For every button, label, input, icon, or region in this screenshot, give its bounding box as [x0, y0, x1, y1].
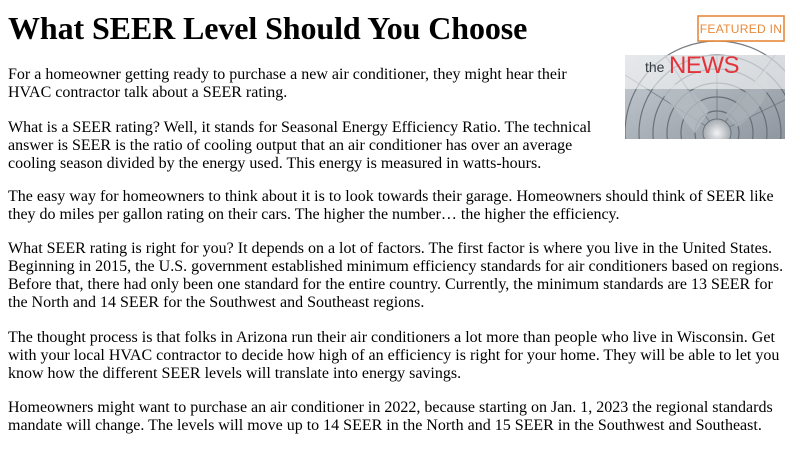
- featured-in-label: FEATURED IN: [699, 22, 783, 36]
- logo-prefix: the: [645, 59, 665, 75]
- article-paragraph-2: What is a SEER rating? Well, it stands for Seasonal Energy Efficiency Ratio. The technical answer is SEER is the ratio of cooling output that an air conditioner has over an average cooling season divided by the energy used. This energy is measured in watts-hours.: [8, 119, 592, 172]
- article-paragraph-4: What SEER rating is right for you? It depends on a lot of factors. The first factor is where you live in the United States. Beginning in 2015, the U.S. government established minimum efficiency standards for air conditioners based on regions. Before that, there had only been one standard for the entire country. Currently, the minimum standards are 13 SEER for the North and 14 SEER for the Southwest and Southeast regions.: [8, 240, 784, 311]
- article-paragraph-3: The easy way for homeowners to think about it is to look towards their garage. Homeowners should think of SEER like they do miles per gallon rating on their cars. The higher the number… the higher the efficiency.: [8, 188, 774, 223]
- news-badge-image: [625, 15, 785, 139]
- featured-in-the-news-badge[interactable]: [625, 15, 785, 139]
- logo-word: NEWS: [669, 52, 739, 79]
- article-paragraph-6: Homeowners might want to purchase an air conditioner in 2022, because starting on Jan. 1, 2023 the regional standards mandate will change. The levels will move up to 14 SEER in the North and 15 SEER in the Southwest and Southeast.: [8, 399, 773, 434]
- article-paragraph-1: For a homeowner getting ready to purchase a new air conditioner, they might hear their HVAC contractor talk about a SEER rating.: [8, 66, 567, 101]
- article-paragraph-5: The thought process is that folks in Arizona run their air conditioners a lot more than people who live in Wisconsin. Get with your local HVAC contractor to decide how high of an efficiency is right for your home. They will be able to let you know how the different SEER levels will translate into energy savings.: [8, 329, 780, 382]
- article-title: What SEER Level Should You Choose: [8, 10, 528, 46]
